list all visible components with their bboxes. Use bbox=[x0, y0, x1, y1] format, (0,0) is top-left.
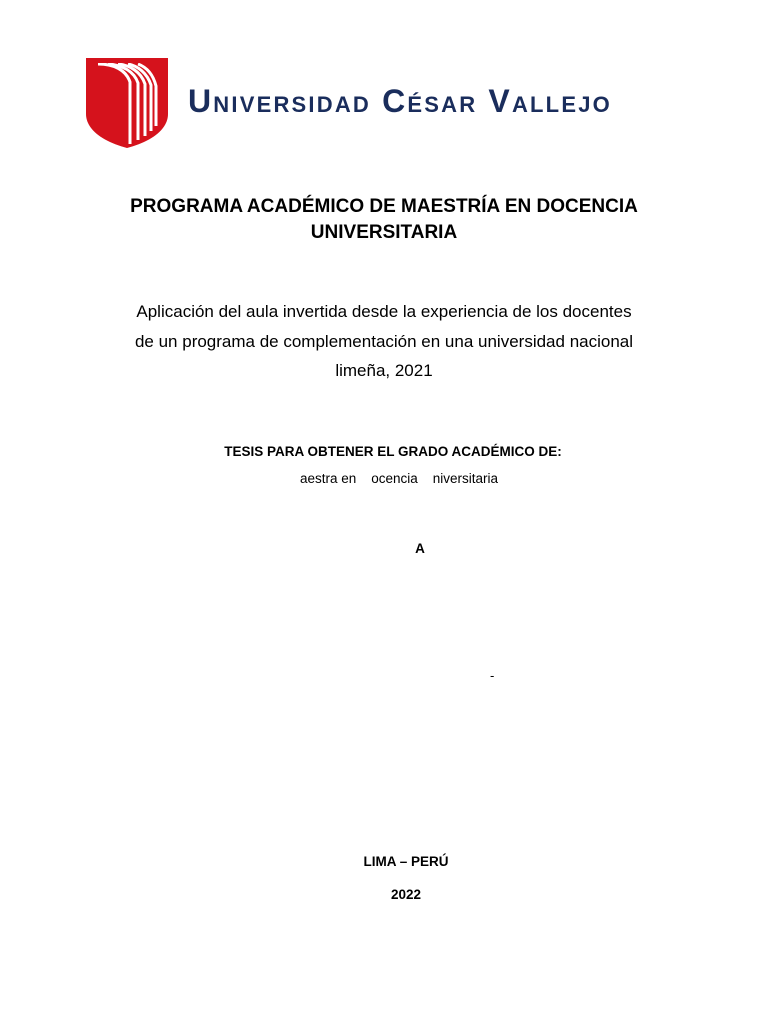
thesis-title-line: de un programa de complementación en una universidad nacional bbox=[134, 331, 634, 351]
city-country: LIMA – PERÚ bbox=[363, 854, 449, 869]
degree-name: aestra en ocencia niversitaria bbox=[299, 471, 499, 486]
author-label: A bbox=[415, 541, 425, 556]
program-title: PROGRAMA ACADÉMICO DE MAESTRÍA EN DOCENCIA UNIVERSITARIA bbox=[130, 196, 638, 243]
degree-heading: TESIS PARA OBTENER EL GRADO ACADÉMICO DE: bbox=[224, 444, 562, 459]
dash-mark: - bbox=[490, 668, 495, 683]
thesis-title bbox=[100, 297, 668, 386]
ucv-shield-logo-icon bbox=[84, 56, 170, 148]
thesis-title-line: Aplicación del aula invertida desde la experiencia de los docentes bbox=[136, 302, 632, 321]
university-name: Universidad César Vallejo bbox=[188, 83, 612, 119]
thesis-title-line: limeña, 2021 bbox=[335, 361, 433, 380]
university-header bbox=[84, 56, 704, 152]
year: 2022 bbox=[390, 887, 422, 902]
